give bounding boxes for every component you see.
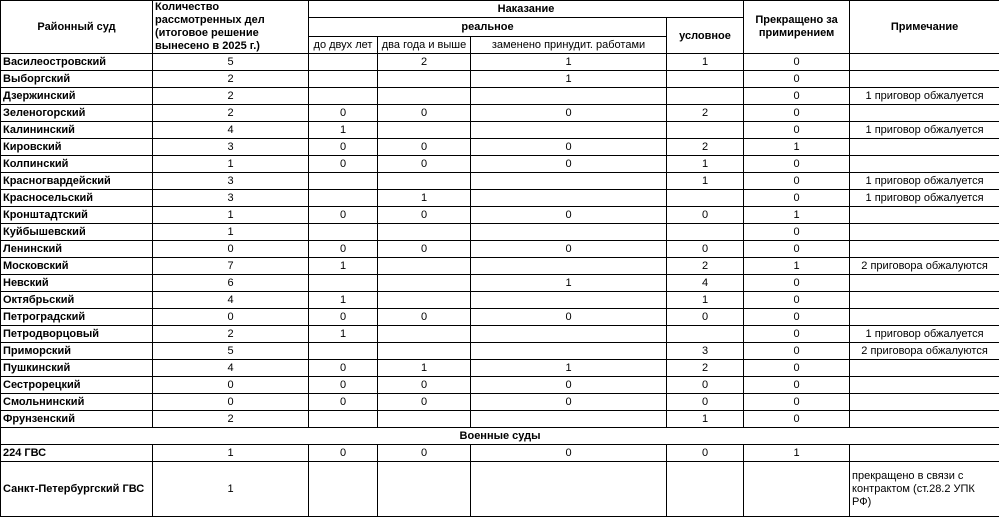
table-row (1, 156, 999, 173)
conditional-cell (667, 71, 744, 88)
court-name-cell: Калининский (1, 122, 153, 139)
terminated-reconciliation-cell: 0 (744, 326, 850, 343)
conditional-cell: 1 (667, 411, 744, 428)
table-row (1, 207, 999, 224)
real-under-two-years-cell (309, 275, 378, 292)
table-row (1, 292, 999, 309)
real-under-two-years-cell: 0 (309, 445, 378, 462)
real-under-two-years-cell: 0 (309, 156, 378, 173)
case-count-cell: 2 (153, 326, 309, 343)
real-under-two-years-cell (309, 54, 378, 71)
case-count-cell: 3 (153, 173, 309, 190)
forced-labor-cell (471, 122, 667, 139)
conditional-cell: 2 (667, 258, 744, 275)
conditional-cell: 0 (667, 241, 744, 258)
note-cell (850, 377, 999, 394)
real-under-two-years-cell (309, 88, 378, 105)
note-cell (850, 207, 999, 224)
note-cell: 1 приговор обжалуется (850, 88, 999, 105)
case-count-cell: 0 (153, 394, 309, 411)
court-name-cell: Кировский (1, 139, 153, 156)
real-under-two-years-cell: 0 (309, 241, 378, 258)
court-name-cell: Пушкинский (1, 360, 153, 377)
terminated-reconciliation-cell: 0 (744, 105, 850, 122)
court-name-cell: Зеленогорский (1, 105, 153, 122)
case-count-cell: 1 (153, 156, 309, 173)
district-courts-body (1, 54, 999, 428)
terminated-reconciliation-cell: 0 (744, 156, 850, 173)
forced-labor-cell (471, 173, 667, 190)
table-row (1, 258, 999, 275)
real-under-two-years-cell: 0 (309, 105, 378, 122)
real-under-two-years-cell: 0 (309, 207, 378, 224)
real-two-years-plus-cell: 0 (378, 309, 471, 326)
real-under-two-years-cell (309, 190, 378, 207)
forced-labor-cell (471, 258, 667, 275)
court-name-cell: Невский (1, 275, 153, 292)
forced-labor-cell: 1 (471, 275, 667, 292)
case-count-cell: 6 (153, 275, 309, 292)
terminated-reconciliation-cell: 0 (744, 411, 850, 428)
terminated-reconciliation-cell: 0 (744, 190, 850, 207)
table-row (1, 462, 999, 517)
conditional-cell (667, 224, 744, 241)
terminated-reconciliation-cell: 0 (744, 224, 850, 241)
header-real: реальное (309, 18, 667, 37)
table-row (1, 241, 999, 258)
conditional-cell: 1 (667, 54, 744, 71)
header-court: Районный суд (1, 1, 153, 54)
note-cell: 2 приговора обжалуются (850, 258, 999, 275)
conditional-cell (667, 190, 744, 207)
real-two-years-plus-cell (378, 343, 471, 360)
header-note: Примечание (850, 1, 999, 54)
case-count-cell: 3 (153, 190, 309, 207)
real-two-years-plus-cell: 2 (378, 54, 471, 71)
forced-labor-cell (471, 411, 667, 428)
note-cell (850, 411, 999, 428)
conditional-cell: 0 (667, 377, 744, 394)
terminated-reconciliation-cell: 0 (744, 360, 850, 377)
terminated-reconciliation-cell: 0 (744, 292, 850, 309)
forced-labor-cell: 0 (471, 156, 667, 173)
note-cell (850, 309, 999, 326)
real-two-years-plus-cell: 0 (378, 105, 471, 122)
real-under-two-years-cell (309, 173, 378, 190)
table-row (1, 377, 999, 394)
table-row (1, 360, 999, 377)
case-count-cell: 1 (153, 445, 309, 462)
real-two-years-plus-cell (378, 173, 471, 190)
note-cell (850, 105, 999, 122)
note-cell: 1 приговор обжалуется (850, 122, 999, 139)
real-under-two-years-cell: 1 (309, 292, 378, 309)
real-two-years-plus-cell (378, 224, 471, 241)
real-two-years-plus-cell: 1 (378, 360, 471, 377)
military-section (1, 428, 999, 445)
forced-labor-cell: 0 (471, 309, 667, 326)
case-count-cell: 0 (153, 241, 309, 258)
court-name-cell: Ленинский (1, 241, 153, 258)
header-conditional: условное (667, 18, 744, 54)
terminated-reconciliation-cell: 1 (744, 258, 850, 275)
court-name-cell: Фрунзенский (1, 411, 153, 428)
court-name-cell: 224 ГВС (1, 445, 153, 462)
conditional-cell: 2 (667, 360, 744, 377)
case-count-cell: 2 (153, 71, 309, 88)
real-under-two-years-cell (309, 411, 378, 428)
court-name-cell: Колпинский (1, 156, 153, 173)
case-count-cell: 5 (153, 54, 309, 71)
court-name-cell: Василеостровский (1, 54, 153, 71)
forced-labor-cell: 1 (471, 360, 667, 377)
table-row (1, 54, 999, 71)
real-two-years-plus-cell: 0 (378, 139, 471, 156)
forced-labor-cell (471, 88, 667, 105)
court-name-cell: Смольнинский (1, 394, 153, 411)
note-cell (850, 360, 999, 377)
real-under-two-years-cell (309, 462, 378, 517)
conditional-cell (667, 462, 744, 517)
conditional-cell: 3 (667, 343, 744, 360)
case-count-cell: 1 (153, 462, 309, 517)
terminated-reconciliation-cell: 0 (744, 275, 850, 292)
note-cell (850, 71, 999, 88)
conditional-cell (667, 88, 744, 105)
forced-labor-cell (471, 462, 667, 517)
note-cell: 1 приговор обжалуется (850, 190, 999, 207)
real-two-years-plus-cell (378, 275, 471, 292)
header-lt2: до двух лет (309, 37, 378, 54)
case-count-cell: 4 (153, 292, 309, 309)
terminated-reconciliation-cell: 0 (744, 173, 850, 190)
table-row (1, 88, 999, 105)
terminated-reconciliation-cell: 1 (744, 445, 850, 462)
forced-labor-cell (471, 343, 667, 360)
real-two-years-plus-cell: 0 (378, 445, 471, 462)
terminated-reconciliation-cell: 0 (744, 71, 850, 88)
table-row (1, 105, 999, 122)
terminated-reconciliation-cell: 0 (744, 309, 850, 326)
court-name-cell: Кронштадтский (1, 207, 153, 224)
real-two-years-plus-cell (378, 326, 471, 343)
court-name-cell: Санкт-Петербургский ГВС (1, 462, 153, 517)
real-under-two-years-cell: 1 (309, 258, 378, 275)
real-under-two-years-cell: 0 (309, 139, 378, 156)
terminated-reconciliation-cell: 0 (744, 88, 850, 105)
case-count-cell: 1 (153, 207, 309, 224)
real-under-two-years-cell (309, 224, 378, 241)
real-two-years-plus-cell: 0 (378, 394, 471, 411)
court-name-cell: Приморский (1, 343, 153, 360)
terminated-reconciliation-cell (744, 462, 850, 517)
terminated-reconciliation-cell: 1 (744, 139, 850, 156)
military-courts-body (1, 445, 999, 517)
table-row (1, 309, 999, 326)
table-row (1, 139, 999, 156)
table-row (1, 190, 999, 207)
court-name-cell: Красногвардейский (1, 173, 153, 190)
note-cell (850, 445, 999, 462)
note-cell: 1 приговор обжалуется (850, 173, 999, 190)
real-two-years-plus-cell: 1 (378, 190, 471, 207)
note-cell: 1 приговор обжалуется (850, 326, 999, 343)
court-name-cell: Петродворцовый (1, 326, 153, 343)
table-row (1, 343, 999, 360)
forced-labor-cell: 0 (471, 207, 667, 224)
table-row (1, 394, 999, 411)
real-two-years-plus-cell: 0 (378, 156, 471, 173)
forced-labor-cell: 0 (471, 377, 667, 394)
conditional-cell: 1 (667, 173, 744, 190)
real-two-years-plus-cell (378, 411, 471, 428)
conditional-cell: 2 (667, 139, 744, 156)
note-cell (850, 139, 999, 156)
real-under-two-years-cell: 0 (309, 360, 378, 377)
conditional-cell: 1 (667, 292, 744, 309)
real-under-two-years-cell: 0 (309, 394, 378, 411)
conditional-cell: 0 (667, 309, 744, 326)
forced-labor-cell (471, 190, 667, 207)
conditional-cell: 1 (667, 156, 744, 173)
case-count-cell: 2 (153, 88, 309, 105)
header-forced: заменено принудит. работами (471, 37, 667, 54)
real-two-years-plus-cell (378, 71, 471, 88)
case-count-cell: 0 (153, 377, 309, 394)
military-section-title: Военные суды (1, 428, 999, 445)
note-cell (850, 241, 999, 258)
real-two-years-plus-cell: 0 (378, 207, 471, 224)
header-count: Количество рассмотренных дел (итоговое решение вынесено в 2025 г.) (153, 1, 309, 54)
case-count-cell: 7 (153, 258, 309, 275)
header-punishment: Наказание (309, 1, 744, 18)
table-row (1, 224, 999, 241)
note-cell: прекращено в связи с контрактом (ст.28.2 УПК РФ) (850, 462, 999, 517)
real-two-years-plus-cell (378, 462, 471, 517)
real-under-two-years-cell (309, 343, 378, 360)
court-name-cell: Выборгский (1, 71, 153, 88)
forced-labor-cell (471, 224, 667, 241)
court-name-cell: Дзержинский (1, 88, 153, 105)
conditional-cell: 0 (667, 207, 744, 224)
forced-labor-cell (471, 292, 667, 309)
conditional-cell: 2 (667, 105, 744, 122)
terminated-reconciliation-cell: 0 (744, 54, 850, 71)
real-under-two-years-cell: 1 (309, 326, 378, 343)
real-two-years-plus-cell (378, 258, 471, 275)
terminated-reconciliation-cell: 0 (744, 122, 850, 139)
case-count-cell: 2 (153, 105, 309, 122)
forced-labor-cell: 0 (471, 445, 667, 462)
table-row (1, 411, 999, 428)
terminated-reconciliation-cell: 0 (744, 394, 850, 411)
real-under-two-years-cell: 0 (309, 377, 378, 394)
case-count-cell: 4 (153, 122, 309, 139)
real-two-years-plus-cell: 0 (378, 241, 471, 258)
header-terminated: Прекращено за примирением (744, 1, 850, 54)
case-count-cell: 4 (153, 360, 309, 377)
real-under-two-years-cell: 1 (309, 122, 378, 139)
table-row (1, 71, 999, 88)
header-ge2: два года и выше (378, 37, 471, 54)
conditional-cell: 0 (667, 394, 744, 411)
court-name-cell: Куйбышевский (1, 224, 153, 241)
note-cell: 2 приговора обжалуются (850, 343, 999, 360)
court-name-cell: Московский (1, 258, 153, 275)
case-count-cell: 0 (153, 309, 309, 326)
note-cell (850, 54, 999, 71)
conditional-cell (667, 326, 744, 343)
court-name-cell: Октябрьский (1, 292, 153, 309)
conditional-cell: 0 (667, 445, 744, 462)
real-two-years-plus-cell: 0 (378, 377, 471, 394)
table-row (1, 122, 999, 139)
note-cell (850, 292, 999, 309)
forced-labor-cell: 1 (471, 54, 667, 71)
forced-labor-cell: 0 (471, 394, 667, 411)
forced-labor-cell: 1 (471, 71, 667, 88)
real-under-two-years-cell: 0 (309, 309, 378, 326)
real-under-two-years-cell (309, 71, 378, 88)
table-row (1, 275, 999, 292)
case-count-cell: 5 (153, 343, 309, 360)
terminated-reconciliation-cell: 0 (744, 241, 850, 258)
table-row (1, 326, 999, 343)
note-cell (850, 275, 999, 292)
note-cell (850, 156, 999, 173)
conditional-cell: 4 (667, 275, 744, 292)
terminated-reconciliation-cell: 0 (744, 343, 850, 360)
case-count-cell: 2 (153, 411, 309, 428)
table-row (1, 445, 999, 462)
court-name-cell: Петроградский (1, 309, 153, 326)
case-count-cell: 3 (153, 139, 309, 156)
terminated-reconciliation-cell: 1 (744, 207, 850, 224)
forced-labor-cell: 0 (471, 241, 667, 258)
note-cell (850, 224, 999, 241)
conditional-cell (667, 122, 744, 139)
real-two-years-plus-cell (378, 88, 471, 105)
case-count-cell: 1 (153, 224, 309, 241)
court-name-cell: Сестрорецкий (1, 377, 153, 394)
table-row (1, 173, 999, 190)
forced-labor-cell: 0 (471, 139, 667, 156)
real-two-years-plus-cell (378, 292, 471, 309)
court-name-cell: Красносельский (1, 190, 153, 207)
forced-labor-cell: 0 (471, 105, 667, 122)
note-cell (850, 394, 999, 411)
terminated-reconciliation-cell: 0 (744, 377, 850, 394)
real-two-years-plus-cell (378, 122, 471, 139)
forced-labor-cell (471, 326, 667, 343)
